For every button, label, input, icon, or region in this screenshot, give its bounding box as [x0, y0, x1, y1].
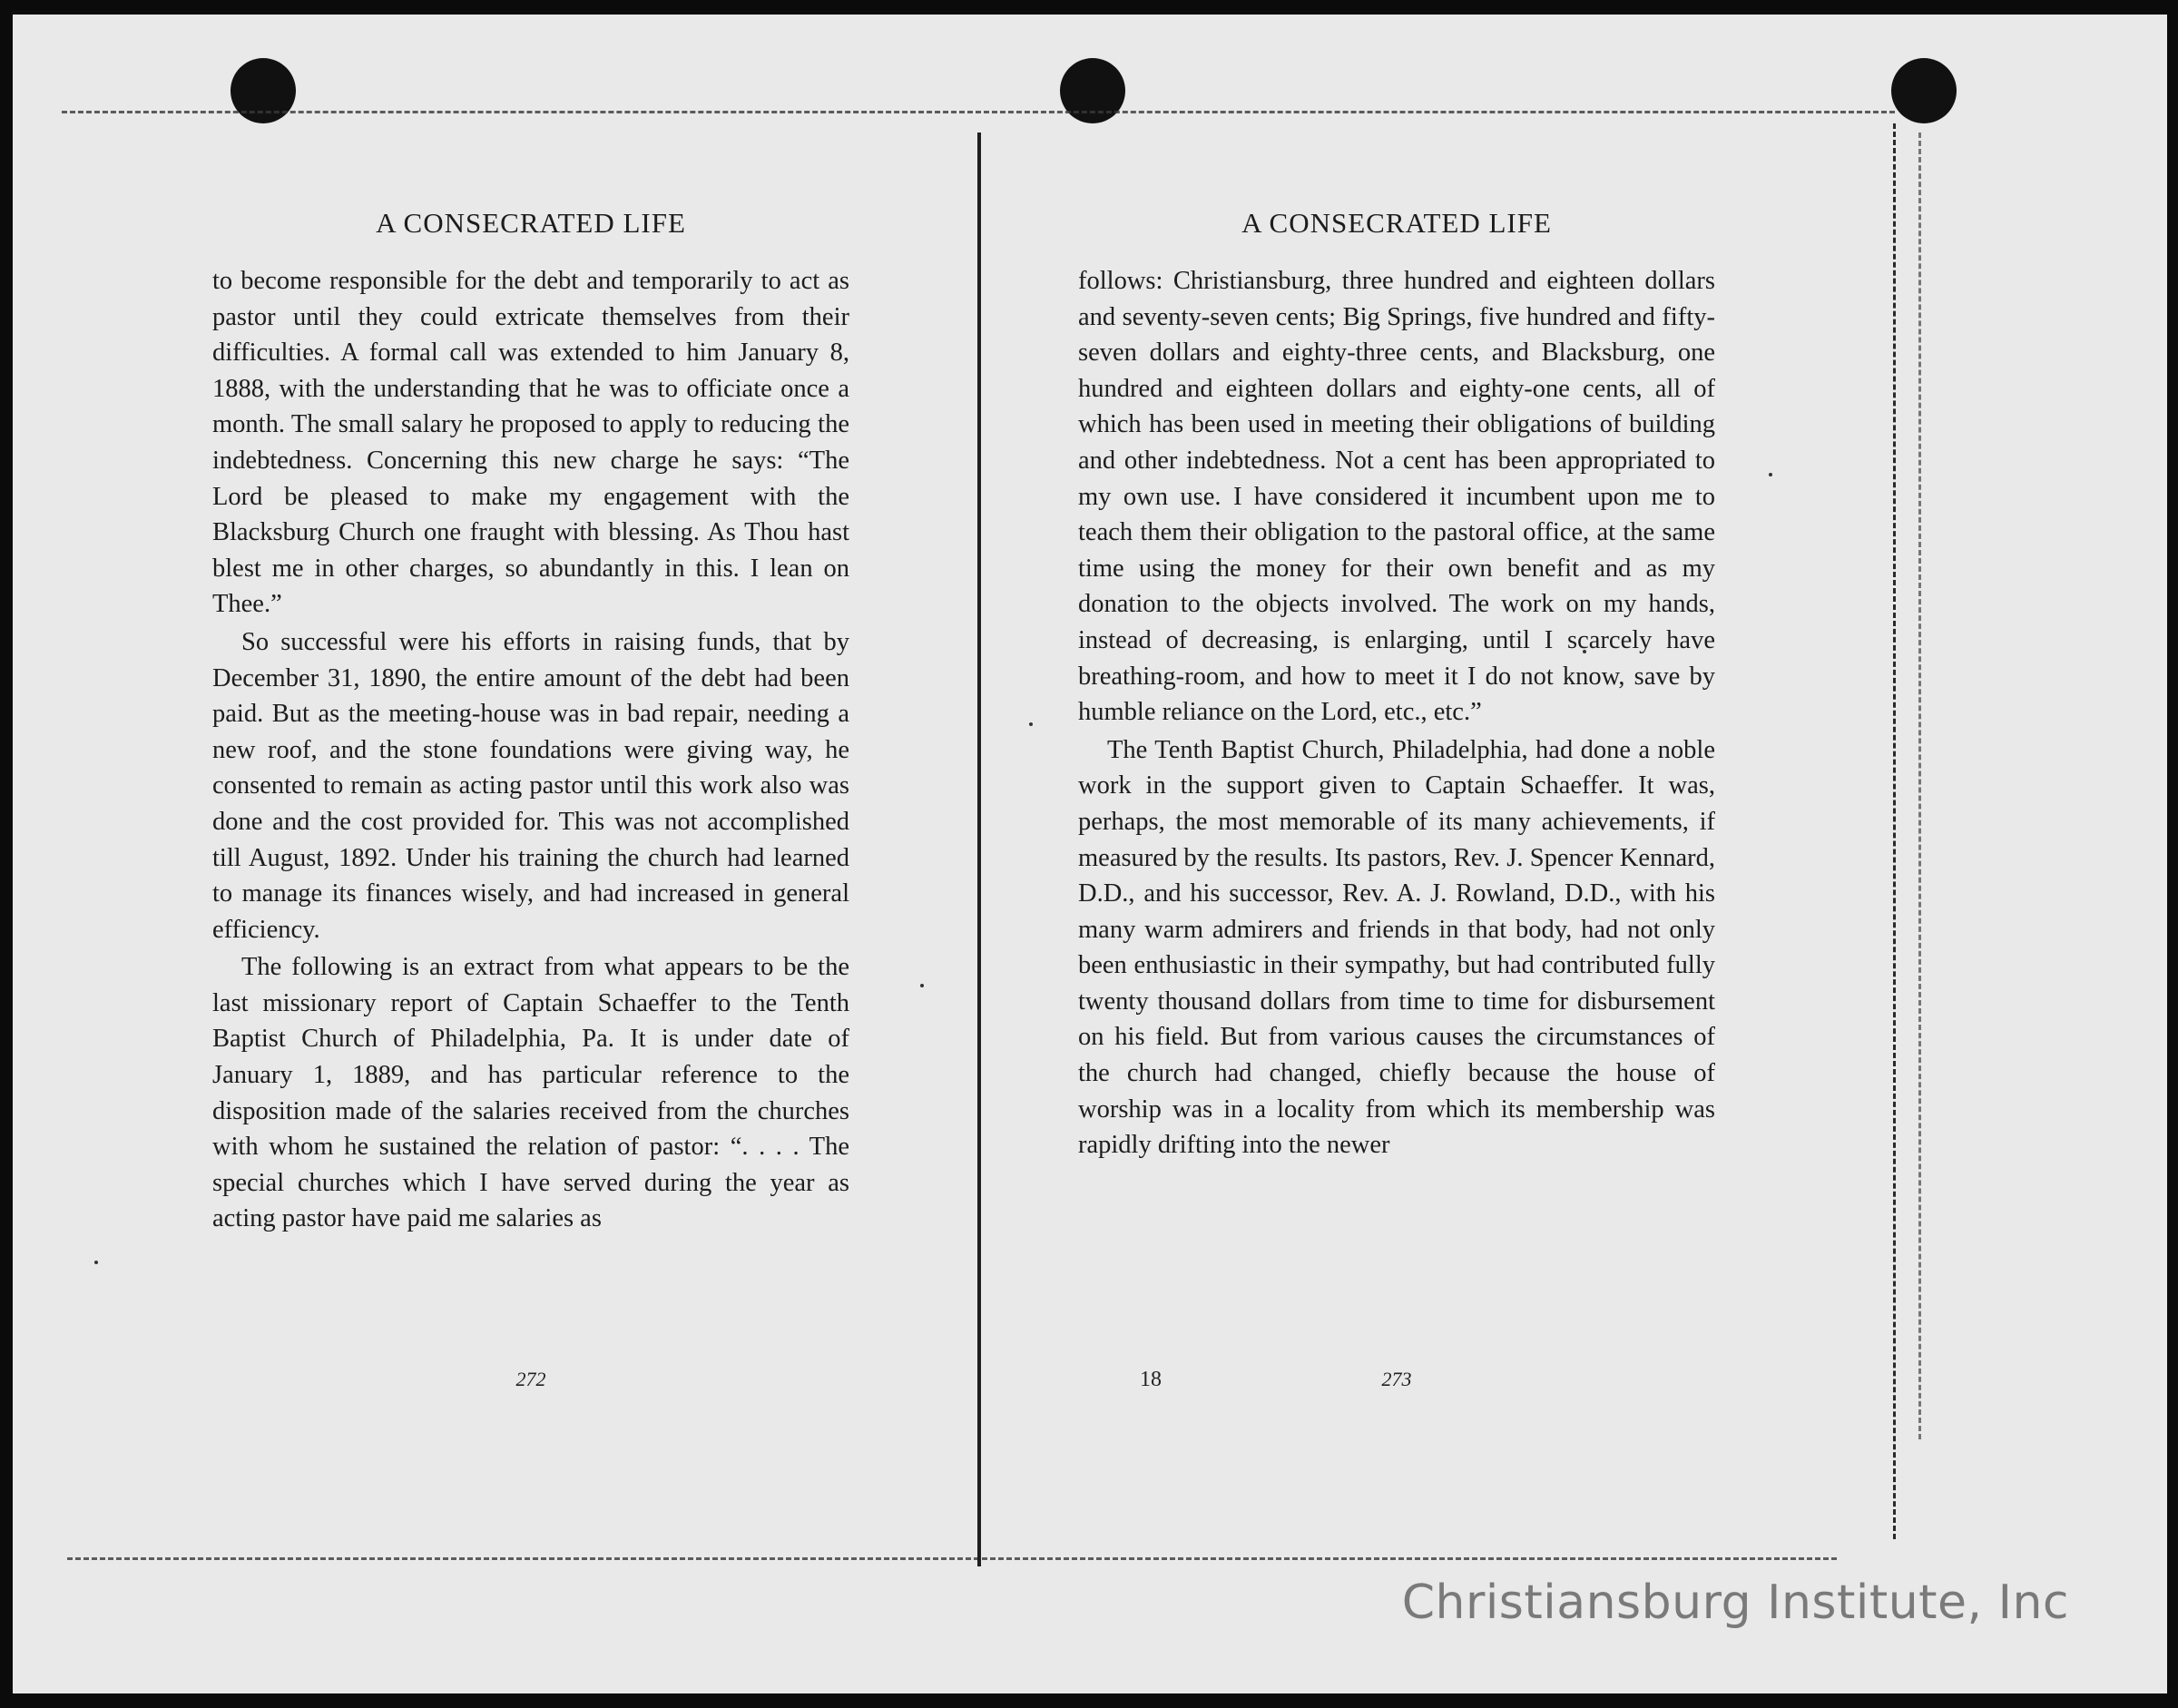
- speck: [94, 1261, 98, 1264]
- speck: [1029, 722, 1033, 726]
- paragraph: The following is an extract from what appears to be the last missionary report of Captain Schaeffer to the Tenth Baptist Church of Philadelphia, Pa. It is under date of January 1, 1889, and has particular reference to the disposition made of the salaries received from the churches with whom he sustained the relation of pastor: “. . . . The special churches which I have served during the year as acting pastor have paid me salaries as: [212, 953, 849, 1233]
- punch-hole-center: [1060, 58, 1125, 123]
- punch-hole-right: [1891, 58, 1957, 123]
- right-edge-line-outer: [1918, 133, 1921, 1439]
- signature-mark: 18: [1140, 1368, 1162, 1391]
- page-number: 272: [515, 1368, 546, 1390]
- paragraph: to become responsible for the debt and temporarily to act as pastor until they could extricate themselves from their difficulties. A formal call was extended to him January 8, 1888, with the understanding that he was to officiate once a month. The small salary he proposed to apply to reducing the indebtedness. Concerning this new charge he says: “The Lord be pleased to make my engagement with the Blacksburg Church one fraught with blessing. As Thou hast blest me in other charges, so abundantly in this. I lean on Thee.”: [212, 267, 849, 619]
- speck: [920, 984, 924, 987]
- running-head: A CONSECRATED LIFE: [376, 207, 686, 239]
- right-page: [1078, 205, 1715, 1391]
- paragraph: So successful were his efforts in raising funds, that by December 31, 1890, the entire amount of the debt had been paid. But as the meeting-house was in bad repair, needing a new roof, and the stone foundations were giving way, he consented to remain as acting pastor until this work also was done and the cost provided for. This was not accomplished till August, 1892. Under his training the church had learned to manage its finances wisely, and had increased in general efficiency.: [212, 627, 849, 944]
- right-edge-line: [1893, 123, 1896, 1539]
- scanned-sheet: [13, 15, 2167, 1693]
- center-gutter-line: [977, 133, 981, 1566]
- bottom-cut-line: [67, 1557, 1837, 1560]
- speck: [1769, 473, 1772, 476]
- paragraph: follows: Christiansburg, three hundred and eighteen dollars and seventy-seven cents; Big Springs, five hundred and fifty-seven dollars and eighty-three cents, and Blacksburg, one hundred and eighteen dollars and eighty-one cents, all of which has been used in meeting their obligations of building and other indebtedness. Not a cent has been appropriated to my own use. I have considered it incumbent upon me to teach them their obligation to the pastoral office, at the same time using the money for their own benefit and as my donation to the objects involved. The work on my hands, instead of decreasing, is enlarging, until I scarcely have breathing-room, and how to meet it I do not know, save by humble reliance on the Lord, etc., etc.”: [1078, 267, 1715, 727]
- paragraph: The Tenth Baptist Church, Philadelphia, had done a noble work in the support given to Captain Schaeffer. It was, perhaps, the most memorable of its many achievements, if measured by the results. Its pastors, Rev. J. Spencer Kennard, D.D., and his successor, Rev. A. J. Rowland, D.D., with his many warm admirers and friends in that body, had not only been enthusiastic in their sympathy, but had contributed fully twenty thousand dollars from time to time for disbursement on his field. But from various causes the circumstances of the church had changed, chiefly because the house of worship was in a locality from which its membership was rapidly drifting into the newer: [1078, 735, 1715, 1160]
- top-cut-line: [62, 111, 1895, 113]
- left-page: [212, 205, 849, 1390]
- running-head: A CONSECRATED LIFE: [1241, 207, 1552, 239]
- page-number: 273: [1381, 1368, 1412, 1390]
- punch-hole-left: [231, 58, 296, 123]
- watermark: Christiansburg Institute, Inc: [1401, 1575, 2069, 1630]
